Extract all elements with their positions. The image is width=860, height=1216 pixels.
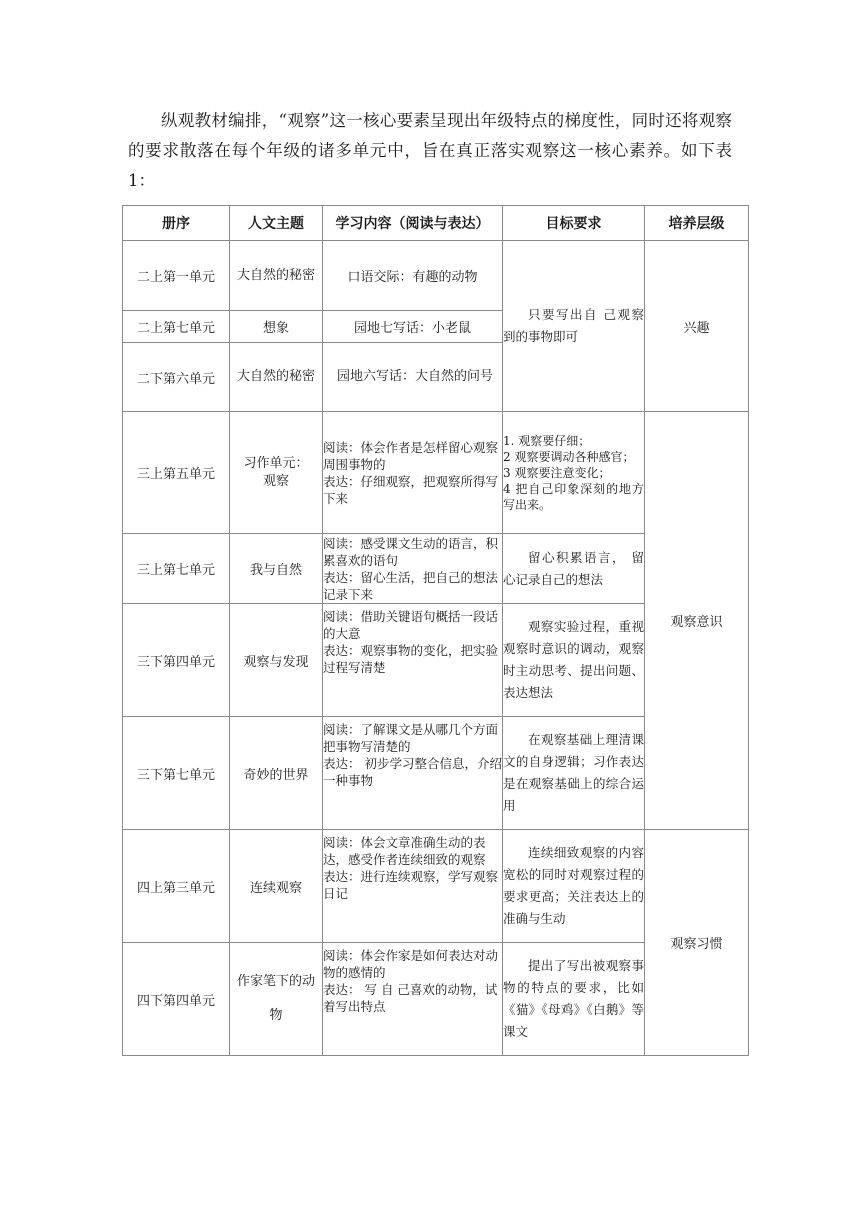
table-row [123,830,749,943]
goal-text: 只要写出自 己观察到的事物即可 [503,307,644,344]
header-theme: 人文主题 [230,206,323,241]
observation-table [122,205,749,1056]
goal-list-item: 2 观察要调动各种感官； [503,449,635,464]
goal-cell [503,412,645,534]
table-row [123,412,749,534]
level-cell: 兴趣 [645,241,749,412]
content-cell: 阅读：体会作者是怎样留心观察周围事物的 表达：仔细观察，把观察所得写下来 [323,412,503,534]
unit-cell: 三上第五单元 [123,412,230,534]
header-goal: 目标要求 [503,206,645,241]
theme-cell: 习作单元：观察 [230,412,323,534]
unit-cell: 三上第七单元 [123,534,230,604]
goal-text: 观察实验过程，重视观察时意识的调动，观察时主动思考、提出问题、表达想法 [503,619,644,700]
table-header-row [123,206,749,241]
content-cell: 园地六写话：大自然的问号 [323,343,503,412]
header-unit: 册序 [123,206,230,241]
theme-cell: 大自然的秘密 [230,343,323,412]
content-cell: 阅读：了解课文是从哪几个方面把事物写清楚的 表达： 初步学习整合信息，介绍一种事物 [323,717,503,830]
table-row [123,241,749,311]
content-cell: 阅读：感受课文生动的语言，积累喜欢的语句 表达：留心生活，把自己的想法记录下来 [323,534,503,604]
theme-cell: 观察与发现 [230,604,323,717]
unit-cell: 二上第七单元 [123,311,230,343]
goal-cell [503,943,645,1056]
theme-cell: 想象 [230,311,323,343]
goal-cell [503,241,645,412]
theme-cell: 奇妙的世界 [230,717,323,830]
goal-list-item: 3 观察要注意变化； [503,465,611,480]
header-level: 培养层级 [645,206,749,241]
unit-cell: 二上第一单元 [123,241,230,311]
header-content: 学习内容（阅读与表达） [323,206,503,241]
goal-cell [503,717,645,830]
theme-cell: 作家笔下的动物 [230,943,323,1056]
goal-text: 提出了写出被观察事物的特点的要求，比如《猫》《母鸡》《白鹅》等课文 [503,958,644,1039]
theme-cell: 连续观察 [230,830,323,943]
unit-cell: 四上第三单元 [123,830,230,943]
level-cell: 观察习惯 [645,830,749,1056]
goal-text: 在观察基础上理清课文的自身逻辑；习作表达是在观察基础上的综合运用 [503,732,644,813]
content-cell: 阅读：体会作家是如何表达对动物的感情的 表达： 写 自 己喜欢的动物，试着写出特点 [323,943,503,1056]
content-cell: 阅读：体会文章准确生动的表达，感受作者连续细致的观察 表达：进行连续观察，学写观察日记 [323,830,503,943]
unit-cell: 二下第六单元 [123,343,230,412]
content-cell: 阅读：借助关键语句概括一段话的大意 表达：观察事物的变化，把实验过程写清楚 [323,604,503,717]
goal-text: 留心积累语言， 留心记录自己的想法 [503,549,644,587]
level-cell: 观察意识 [645,412,749,830]
goal-cell [503,604,645,717]
goal-cell [503,830,645,943]
goal-list-item: 4 把自己印象深刻的地方写出来。 [503,481,644,512]
content-cell: 园地七写话：小老鼠 [323,311,503,343]
theme-cell: 我与自然 [230,534,323,604]
unit-cell: 三下第七单元 [123,717,230,830]
goal-list-item: 1. 观察要仔细； [503,433,591,448]
goal-cell [503,534,645,604]
theme-cell: 大自然的秘密 [230,241,323,311]
unit-cell: 三下第四单元 [123,604,230,717]
intro-paragraph: 纵观教材编排，“观察”这一核心要素呈现出年级特点的梯度性，同时还将观察的要求散落在每个年级的诸多单元中，旨在真正落实观察这一核心素养。如下表1： [128,111,732,190]
goal-text: 连续细致观察的内容宽松的同时对观察过程的要求更高；关注表达上的准确与生动 [503,845,644,926]
content-cell: 口语交际：有趣的动物 [323,241,503,311]
unit-cell: 四下第四单元 [123,943,230,1056]
